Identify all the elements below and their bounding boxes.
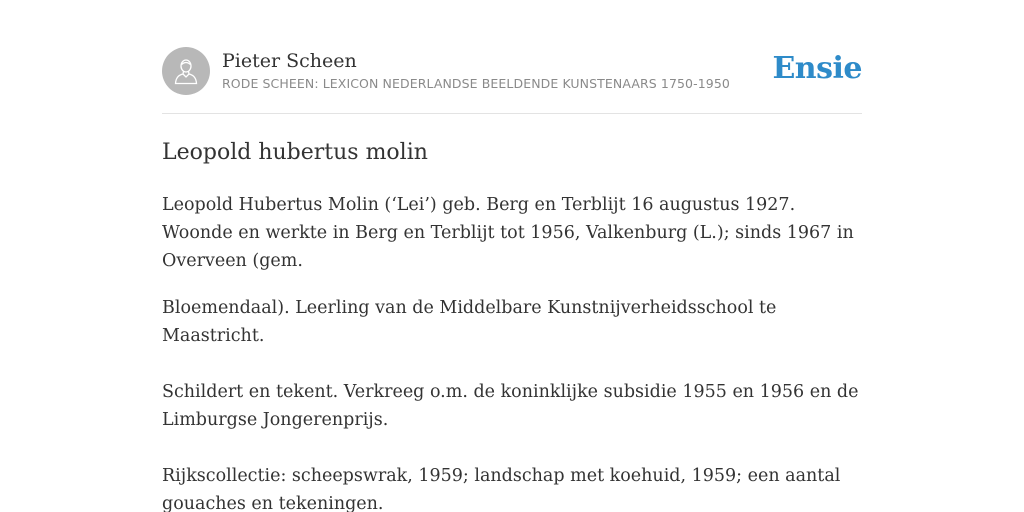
user-icon: [173, 57, 199, 85]
article-header: [162, 46, 862, 96]
author-name[interactable]: Pieter Scheen: [222, 49, 357, 72]
author-meta: [222, 51, 766, 92]
article-paragraph: Leopold Hubertus Molin (‘Lei’) geb. Berg en Terblijt 16 augustus 1927. Woonde en werkte in Berg en Terblijt tot 1956, Valkenburg (L.); sinds 1967 in Overveen (gem.: [162, 195, 854, 271]
article-paragraph: Bloemendaal). Leerling van de Middelbare Kunstnijverheidsschool te Maastricht.: [162, 298, 777, 346]
article-paragraph: Rijkscollectie: scheepswrak, 1959; landschap met koehuid, 1959; een aantal gouaches en tekeningen.: [162, 466, 841, 512]
brand-logo[interactable]: Ensie: [772, 51, 862, 86]
article-title: Leopold hubertus molin: [162, 140, 428, 165]
article: [162, 46, 862, 512]
article-body: [162, 191, 862, 512]
article-paragraph: Schildert en tekent. Verkreeg o.m. de koninklijke subsidie 1955 en 1956 en de Limburgse Jongerenprijs.: [162, 382, 859, 430]
header-divider: [162, 113, 862, 114]
source-label[interactable]: RODE SCHEEN: LEXICON NEDERLANDSE BEELDENDE KUNSTENAARS 1750-1950: [222, 75, 730, 91]
author-avatar[interactable]: [162, 47, 210, 95]
